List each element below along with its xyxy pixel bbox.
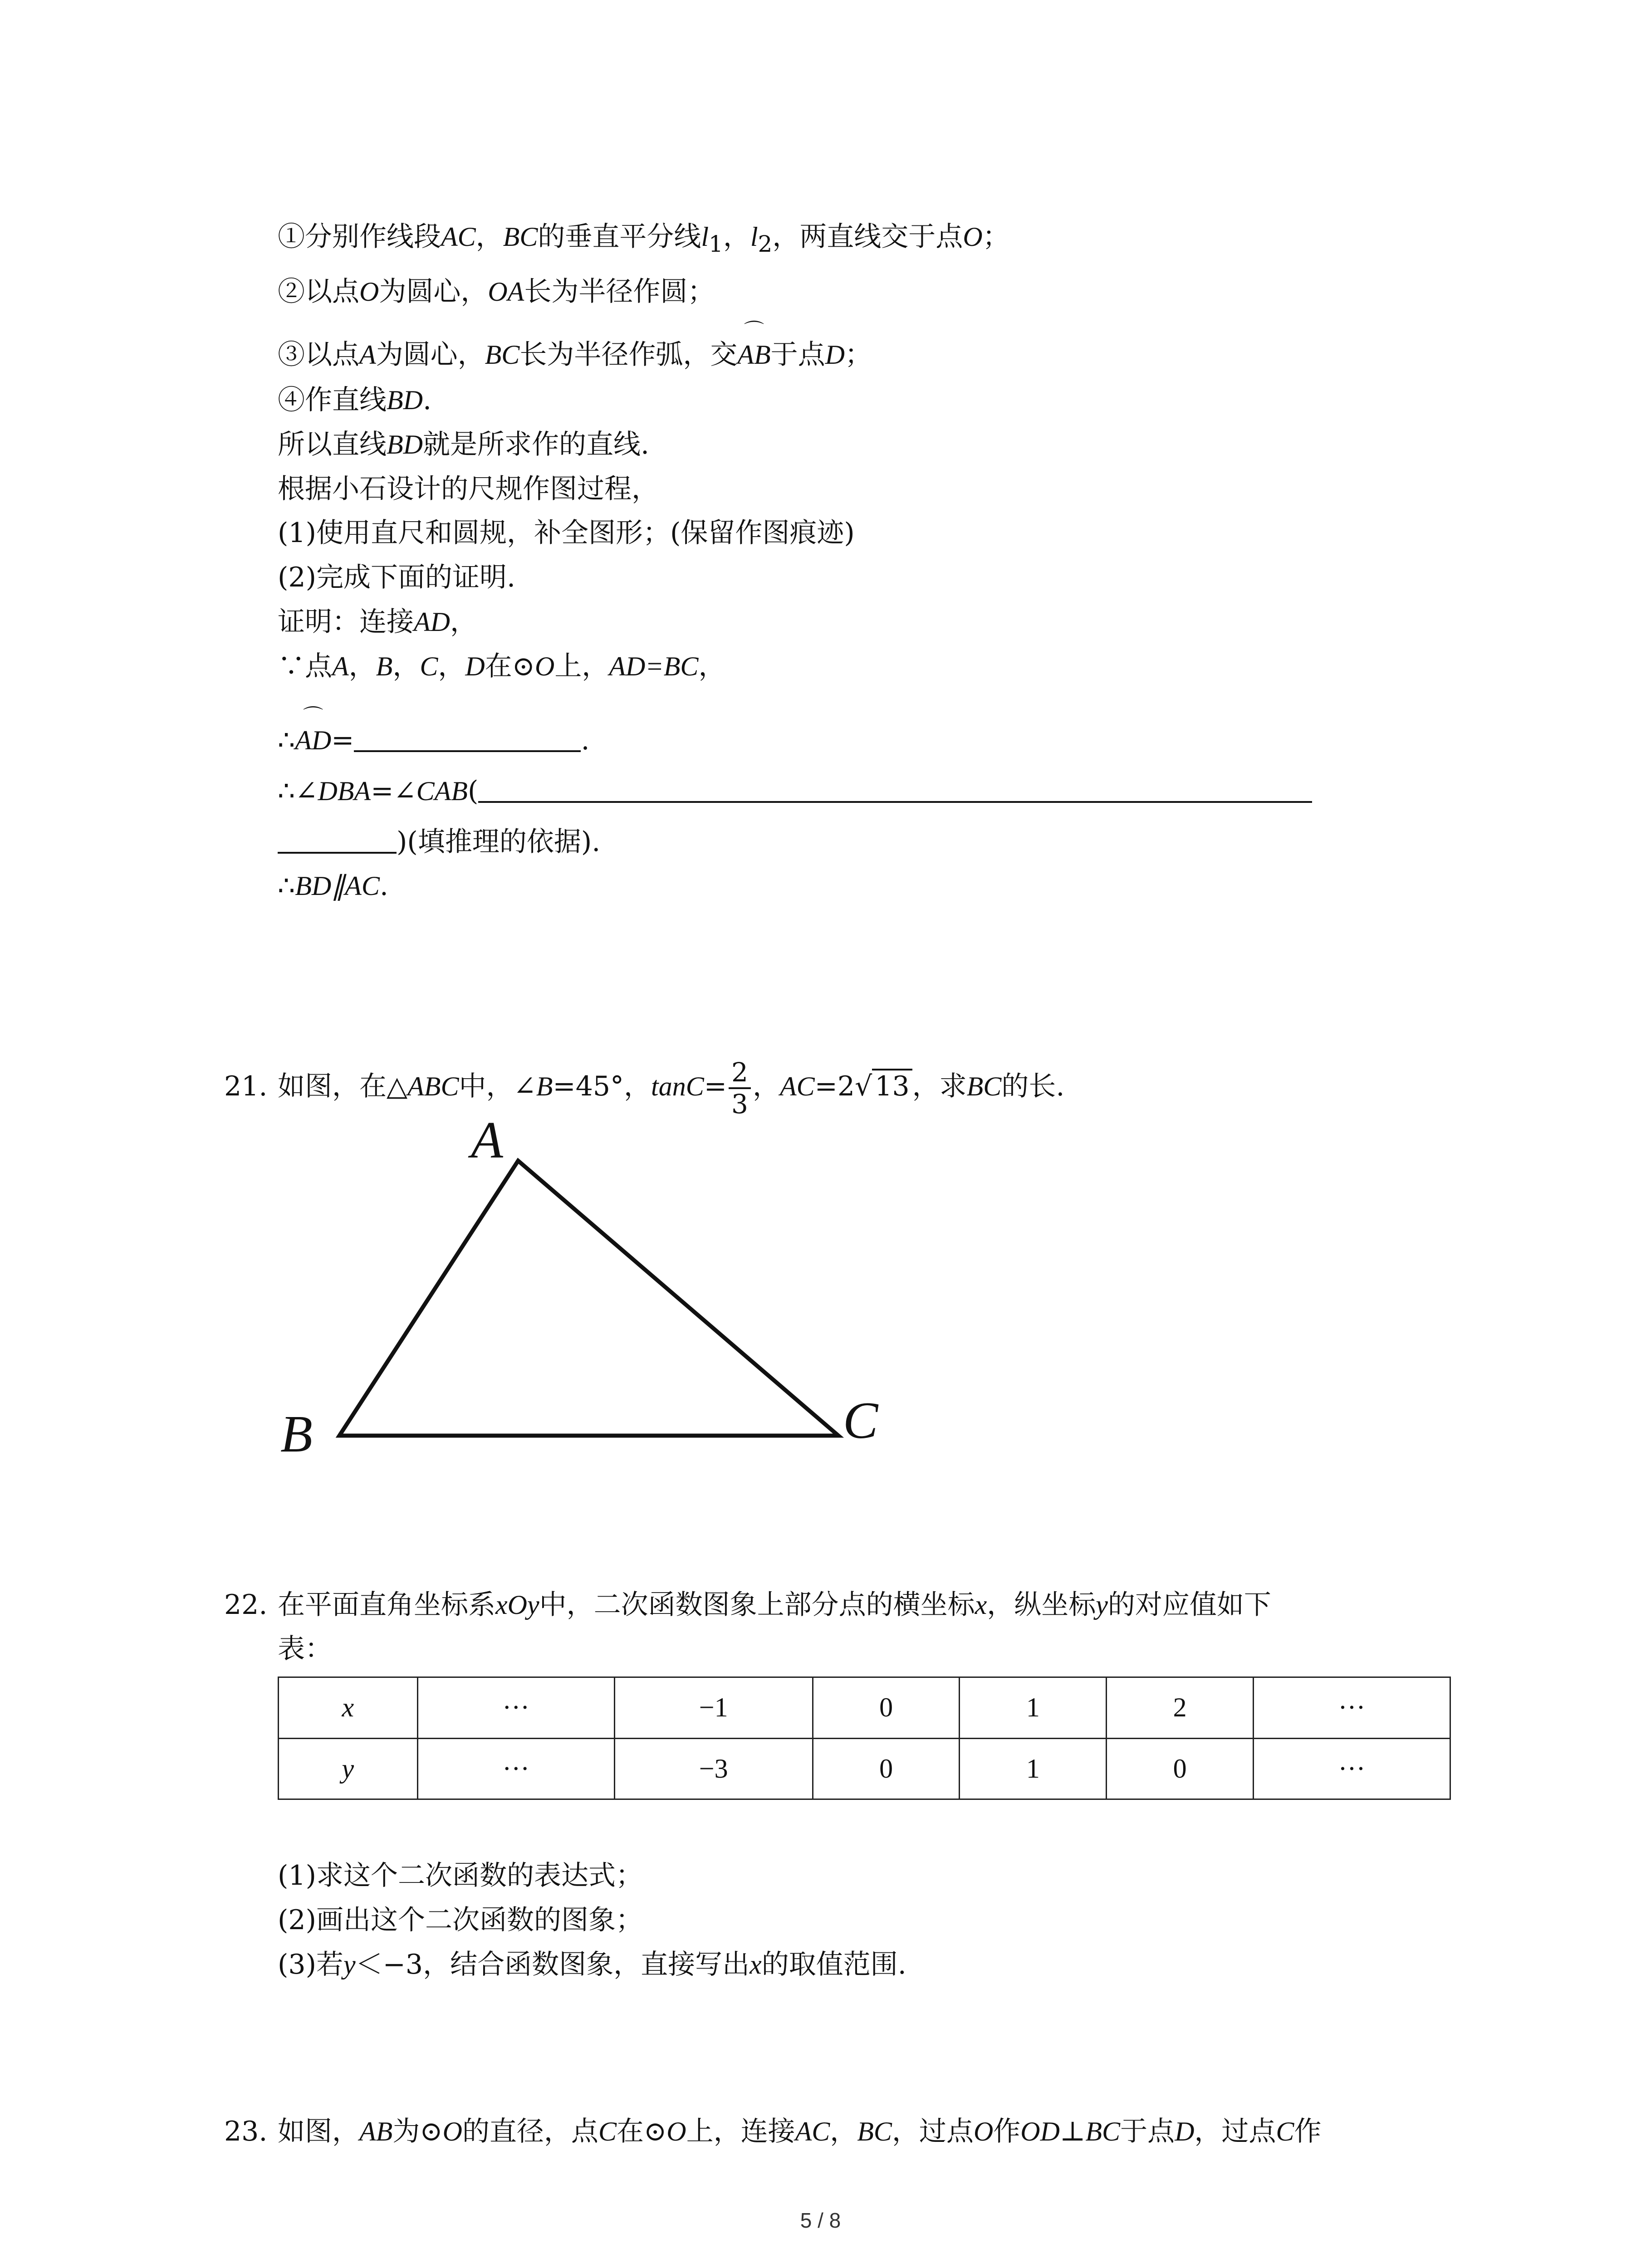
q22-part2: (2)画出这个二次函数的图象；	[278, 1904, 643, 1936]
q23-text: 23. 如图，AB为⊙O的直径，点C在⊙O上，连接AC，BC，过点O作OD⊥BC于点D，过点C作	[224, 2116, 1322, 2147]
q20-step4: ④作直线BD.	[278, 384, 432, 416]
q20-part1: (1)使用直尺和圆规，补全图形；(保留作图痕迹)	[278, 517, 855, 549]
sqrt-13: √ 13	[855, 1052, 912, 1120]
q21-text: 21. 如图，在△ABC中，∠B=45°，tanC= $\frac{2}{3}$ ，AC=2√ 13 ，求BC的长.	[224, 1052, 1064, 1120]
table-cell: 1	[960, 1677, 1107, 1739]
table-cell: ···	[417, 1738, 614, 1799]
table-cell: 0	[1107, 1738, 1254, 1799]
q22-text-line2: 表：	[278, 1633, 332, 1665]
table-cell: ···	[417, 1677, 614, 1739]
vertex-label-b: B	[280, 1405, 313, 1463]
fraction-two-thirds: $\frac{2}{3}$	[729, 1057, 751, 1119]
q20-intro: 根据小石设计的尺规作图过程，	[278, 473, 659, 505]
vertex-label-a: A	[471, 1111, 503, 1169]
q20-part2: (2)完成下面的证明.	[278, 562, 516, 593]
table-cell: y	[279, 1738, 418, 1799]
table-cell: 0	[813, 1738, 960, 1799]
q20-proof-line4: ∴∠DBA=∠CAB(	[278, 773, 1312, 809]
q22-text-line1: 22. 在平面直角坐标系xOy中，二次函数图象上部分点的横坐标x，纵坐标y的对应值如下	[224, 1589, 1271, 1621]
table-cell: ···	[1253, 1677, 1450, 1739]
triangle-abc	[339, 1161, 838, 1436]
xy-value-table	[278, 1677, 1451, 1800]
q20-proof-line1: 证明：连接AD，	[278, 606, 477, 638]
table-cell: 1	[960, 1738, 1107, 1799]
table-row	[279, 1738, 1450, 1799]
arc-ad: ⌒ AD	[295, 705, 332, 755]
vertex-label-c: C	[843, 1392, 878, 1450]
q20-proof-line3: ∴ ⌒ AD= .	[278, 722, 590, 758]
table-cell: x	[279, 1677, 418, 1739]
table-row	[279, 1677, 1450, 1739]
table-cell: −1	[614, 1677, 813, 1739]
q20-conclusion: 所以直线BD就是所求作的直线.	[278, 429, 650, 460]
q20-proof-line6: ∴BD∥AC.	[278, 870, 388, 902]
table-cell: 2	[1107, 1677, 1254, 1739]
arc-ab: ⌒ AB	[737, 319, 771, 370]
q22-part1: (1)求这个二次函数的表达式；	[278, 1860, 643, 1892]
q20-step1: ①分别作线段AC，BC的垂直平分线$l_1$，$l_2$，两直线交于点O；	[278, 221, 1010, 257]
q20-proof-line2: ∵点A，B，C，D在⊙O上，AD=BC，	[278, 650, 726, 682]
table-cell: −3	[614, 1738, 813, 1799]
q20-step3: ③以点A为圆心，BC长为半径作弧，交 ⌒ AB于点D；	[278, 337, 872, 373]
q22-part3: (3)若y＜−3，结合函数图象，直接写出x的取值范围.	[278, 1949, 906, 1980]
q20-proof-line5: )(填推理的依据).	[278, 824, 600, 860]
table-cell: 0	[813, 1677, 960, 1739]
table-cell: ···	[1253, 1738, 1450, 1799]
page-number: 5 / 8	[800, 2209, 841, 2232]
q20-step2: ②以点O为圆心，OA长为半径作圆；	[278, 276, 715, 308]
